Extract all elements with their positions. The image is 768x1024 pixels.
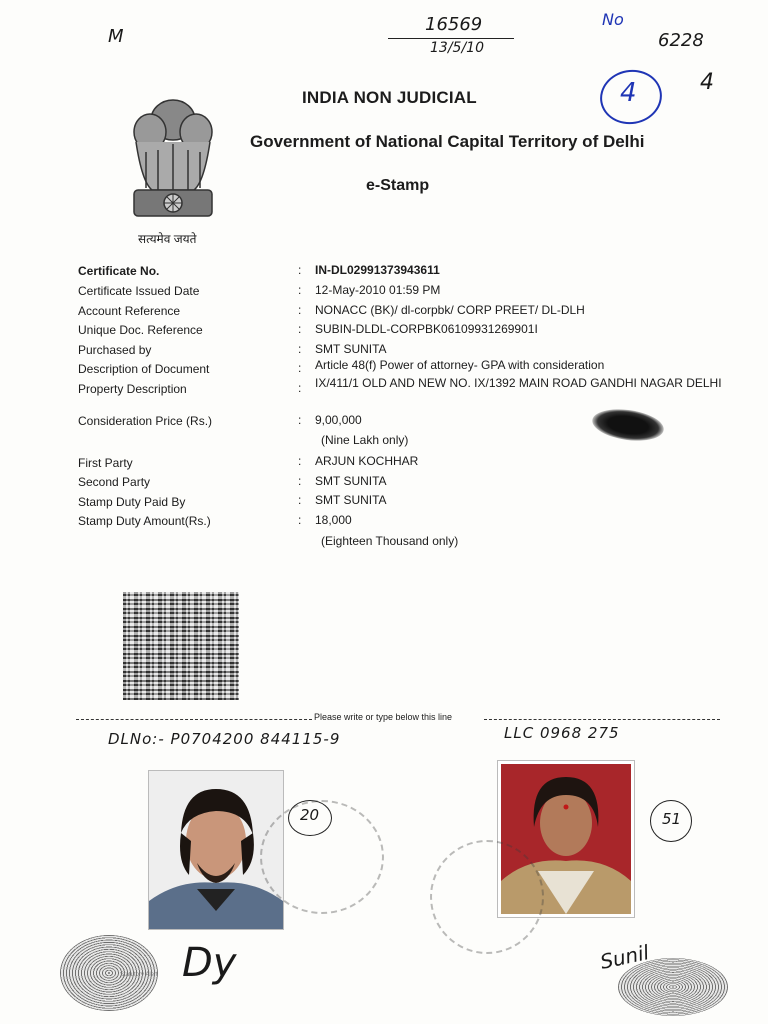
label-second-party: Second Party (78, 475, 151, 489)
value-stamp-duty-amount-words: (Eighteen Thousand only) (321, 534, 459, 548)
value-purchased-by: SMT SUNITA (315, 342, 387, 356)
handwritten-serial-number: 16569 (425, 14, 483, 35)
colon: : (298, 454, 302, 468)
label-property-description: Property Description (78, 382, 187, 396)
document-type: e-Stamp (366, 177, 430, 194)
colon: : (298, 413, 302, 427)
handwritten-circle-2-number: 51 (662, 810, 682, 828)
label-stamp-duty-amount: Stamp Duty Amount(Rs.) (78, 514, 211, 528)
handwritten-circle-1-number: 20 (300, 806, 320, 824)
document-title: INDIA NON JUDICIAL (302, 88, 477, 107)
label-certificate-no: Certificate No. (78, 264, 160, 278)
value-first-party: ARJUN KOCHHAR (315, 454, 419, 468)
handwritten-dl-number: DLNo:- P0704200 844115-9 (108, 730, 341, 748)
handwritten-corner-m: M (108, 26, 124, 47)
ashoka-emblem-icon (122, 92, 224, 230)
colon: : (298, 513, 302, 527)
handwritten-llc-number: LLC 0968 275 (504, 724, 620, 742)
label-issued-date: Certificate Issued Date (78, 284, 200, 298)
label-first-party: First Party (78, 456, 133, 470)
value-stamp-duty-paid-by: SMT SUNITA (315, 493, 387, 507)
value-issued-date: 12-May-2010 01:59 PM (315, 283, 441, 297)
rubber-stamp-mark (430, 840, 544, 954)
value-unique-doc-reference: SUBIN-DLDL-CORPBK06109931269901I (315, 322, 538, 336)
rubber-stamp-mark (260, 800, 384, 914)
colon: : (298, 263, 302, 277)
document-subtitle: Government of National Capital Territory of Delhi (250, 132, 645, 151)
colon: : (298, 322, 302, 336)
handwritten-circled-number: 4 (620, 78, 637, 108)
value-certificate-no: IN-DL02991373943611 (315, 263, 440, 277)
handwritten-corner-number-2: 4 (700, 70, 714, 95)
handwritten-date: 13/5/10 (430, 40, 484, 56)
divider-line-left (76, 719, 312, 720)
label-purchased-by: Purchased by (78, 343, 152, 357)
ink-smudge (590, 405, 665, 445)
signature-second-party: Sunil (598, 940, 652, 974)
emblem-motto: सत्यमेव जयते (138, 232, 197, 246)
value-account-reference: NONACC (BK)/ dl-corpbk/ CORP PREET/ DL-DLH (315, 303, 585, 317)
divider-text: Please write or type below this line (314, 712, 453, 722)
colon: : (298, 493, 302, 507)
qr-code (123, 592, 239, 700)
label-account-reference: Account Reference (78, 304, 181, 318)
label-consideration-price: Consideration Price (Rs.) (78, 414, 213, 428)
colon: : (298, 303, 302, 317)
label-unique-doc-reference: Unique Doc. Reference (78, 323, 203, 337)
colon: : (298, 342, 302, 356)
handwritten-corner-number: 6228 (658, 30, 704, 51)
colon: : (298, 381, 302, 395)
value-consideration-price: 9,00,000 (315, 413, 362, 427)
colon: : (298, 283, 302, 297)
label-description-of-document: Description of Document (78, 362, 210, 376)
value-description-of-document: Article 48(f) Power of attorney- GPA with consideration (315, 358, 605, 372)
statutory-alert-text: Statutory Alert (120, 972, 158, 978)
label-stamp-duty-paid-by: Stamp Duty Paid By (78, 495, 186, 509)
handwritten-fraction-line (388, 38, 514, 39)
value-second-party: SMT SUNITA (315, 474, 387, 488)
colon: : (298, 474, 302, 488)
signature-first-party: Dy (182, 940, 237, 986)
value-property-description: IX/411/1 OLD AND NEW NO. IX/1392 MAIN ROAD GANDHI NAGAR DELHI (315, 376, 722, 390)
handwritten-no-label: No (602, 10, 624, 29)
divider-line-right (484, 719, 720, 720)
colon: : (298, 361, 302, 375)
value-stamp-duty-amount: 18,000 (315, 513, 352, 527)
value-consideration-price-words: (Nine Lakh only) (321, 433, 409, 447)
